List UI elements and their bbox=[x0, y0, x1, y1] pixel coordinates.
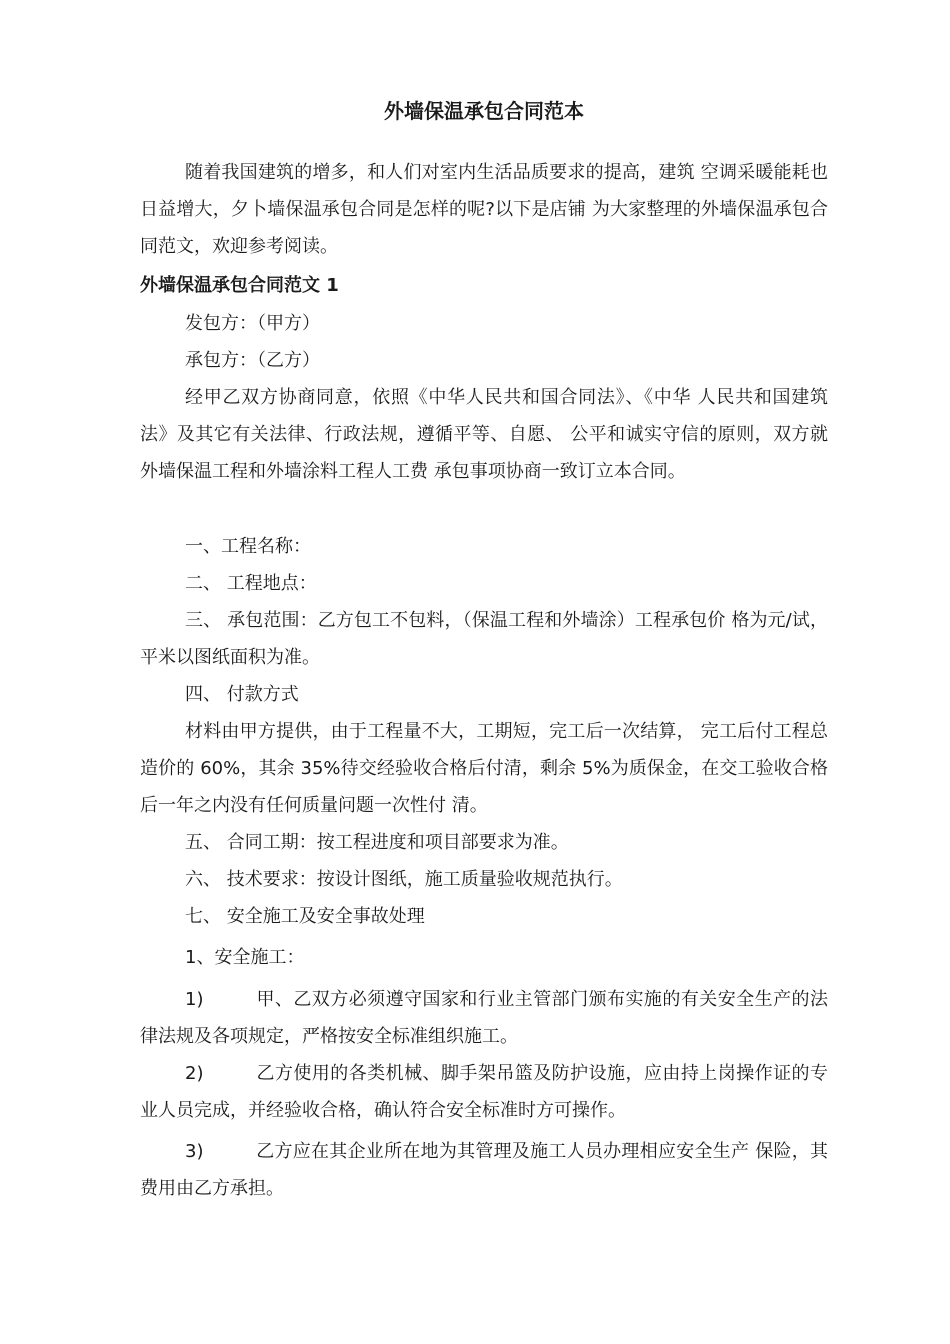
safety-item-3-number: 3) bbox=[185, 1141, 204, 1162]
safety-item-2 bbox=[140, 1055, 828, 1129]
party-b-line: 承包方：（乙方） bbox=[185, 350, 320, 371]
safety-item-2-number: 2) bbox=[185, 1063, 204, 1084]
party-a-line: 发包方：（甲方） bbox=[185, 313, 320, 334]
safety-item-1-text: 甲、乙双方必须遵守国家和行业主管部门颁布实施的有关安全生产的法律法规及各项规定，严格按安全标准组织施工。 bbox=[140, 989, 828, 1047]
safety-item-1-number: 1) bbox=[185, 989, 204, 1010]
clause-safety: 七、 安全施工及安全事故处理 bbox=[185, 906, 425, 927]
safety-item-3 bbox=[140, 1133, 828, 1207]
payment-paragraph: 材料由甲方提供，由于工程量不大，工期短，完工后一次结算， 完工后付工程总造价的 60%，其余 35%待交经验收合格后付清，剩余 5%为质保金，在交工验收合格后一年之内没有任何质量问题一次性付 清。 bbox=[140, 721, 828, 816]
safety-item-2-text: 乙方使用的各类机械、脚手架吊篮及防护设施，应由持上岗操作证的专业人员完成，并经验收合格，确认符合安全标准时方可操作。 bbox=[140, 1063, 828, 1121]
document-page bbox=[140, 0, 828, 1344]
safety-item-1 bbox=[140, 981, 828, 1055]
safety-item-3-text: 乙方应在其企业所在地为其管理及施工人员办理相应安全生产 保险，其费用由乙方承担。 bbox=[140, 1141, 828, 1199]
clause-contract-period: 五、 合同工期：按工程进度和项目部要求为准。 bbox=[185, 832, 569, 853]
clause-project-name: 一、工程名称： bbox=[185, 536, 311, 557]
clause-payment-method: 四、 付款方式 bbox=[185, 684, 299, 705]
clause-technical-requirements: 六、 技术要求：按设计图纸，施工质量验收规范执行。 bbox=[185, 869, 623, 890]
clause-project-location: 二、 工程地点： bbox=[185, 573, 317, 594]
intro-paragraph: 随着我国建筑的增多，和人们对室内生活品质要求的提高，建筑 空调采暖能耗也日益增大，夕卜墙保温承包合同是怎样的呢?以下是店铺 为大家整理的外墙保温承包合同范文，欢迎参考阅读。 bbox=[140, 162, 828, 257]
sub-safety-construction: 1、安全施工： bbox=[185, 947, 305, 968]
document-title: 外墙保温承包合同范本 bbox=[384, 99, 584, 123]
preamble-paragraph: 经甲乙双方协商同意，依照《中华人民共和国合同法》、《中华 人民共和国建筑法》及其它有关法律、行政法规，遵循平等、自愿、 公平和诚实守信的原则，双方就外墙保温工程和外墙涂料工程人工费 承包事项协商一致订立本合同。 bbox=[140, 387, 828, 482]
section-heading: 外墙保温承包合同范文 1 bbox=[140, 275, 339, 296]
clause-contract-scope: 三、 承包范围：乙方包工不包料，（保温工程和外墙涂）工程承包价 格为元/试，平米以图纸面积为准。 bbox=[140, 610, 828, 668]
